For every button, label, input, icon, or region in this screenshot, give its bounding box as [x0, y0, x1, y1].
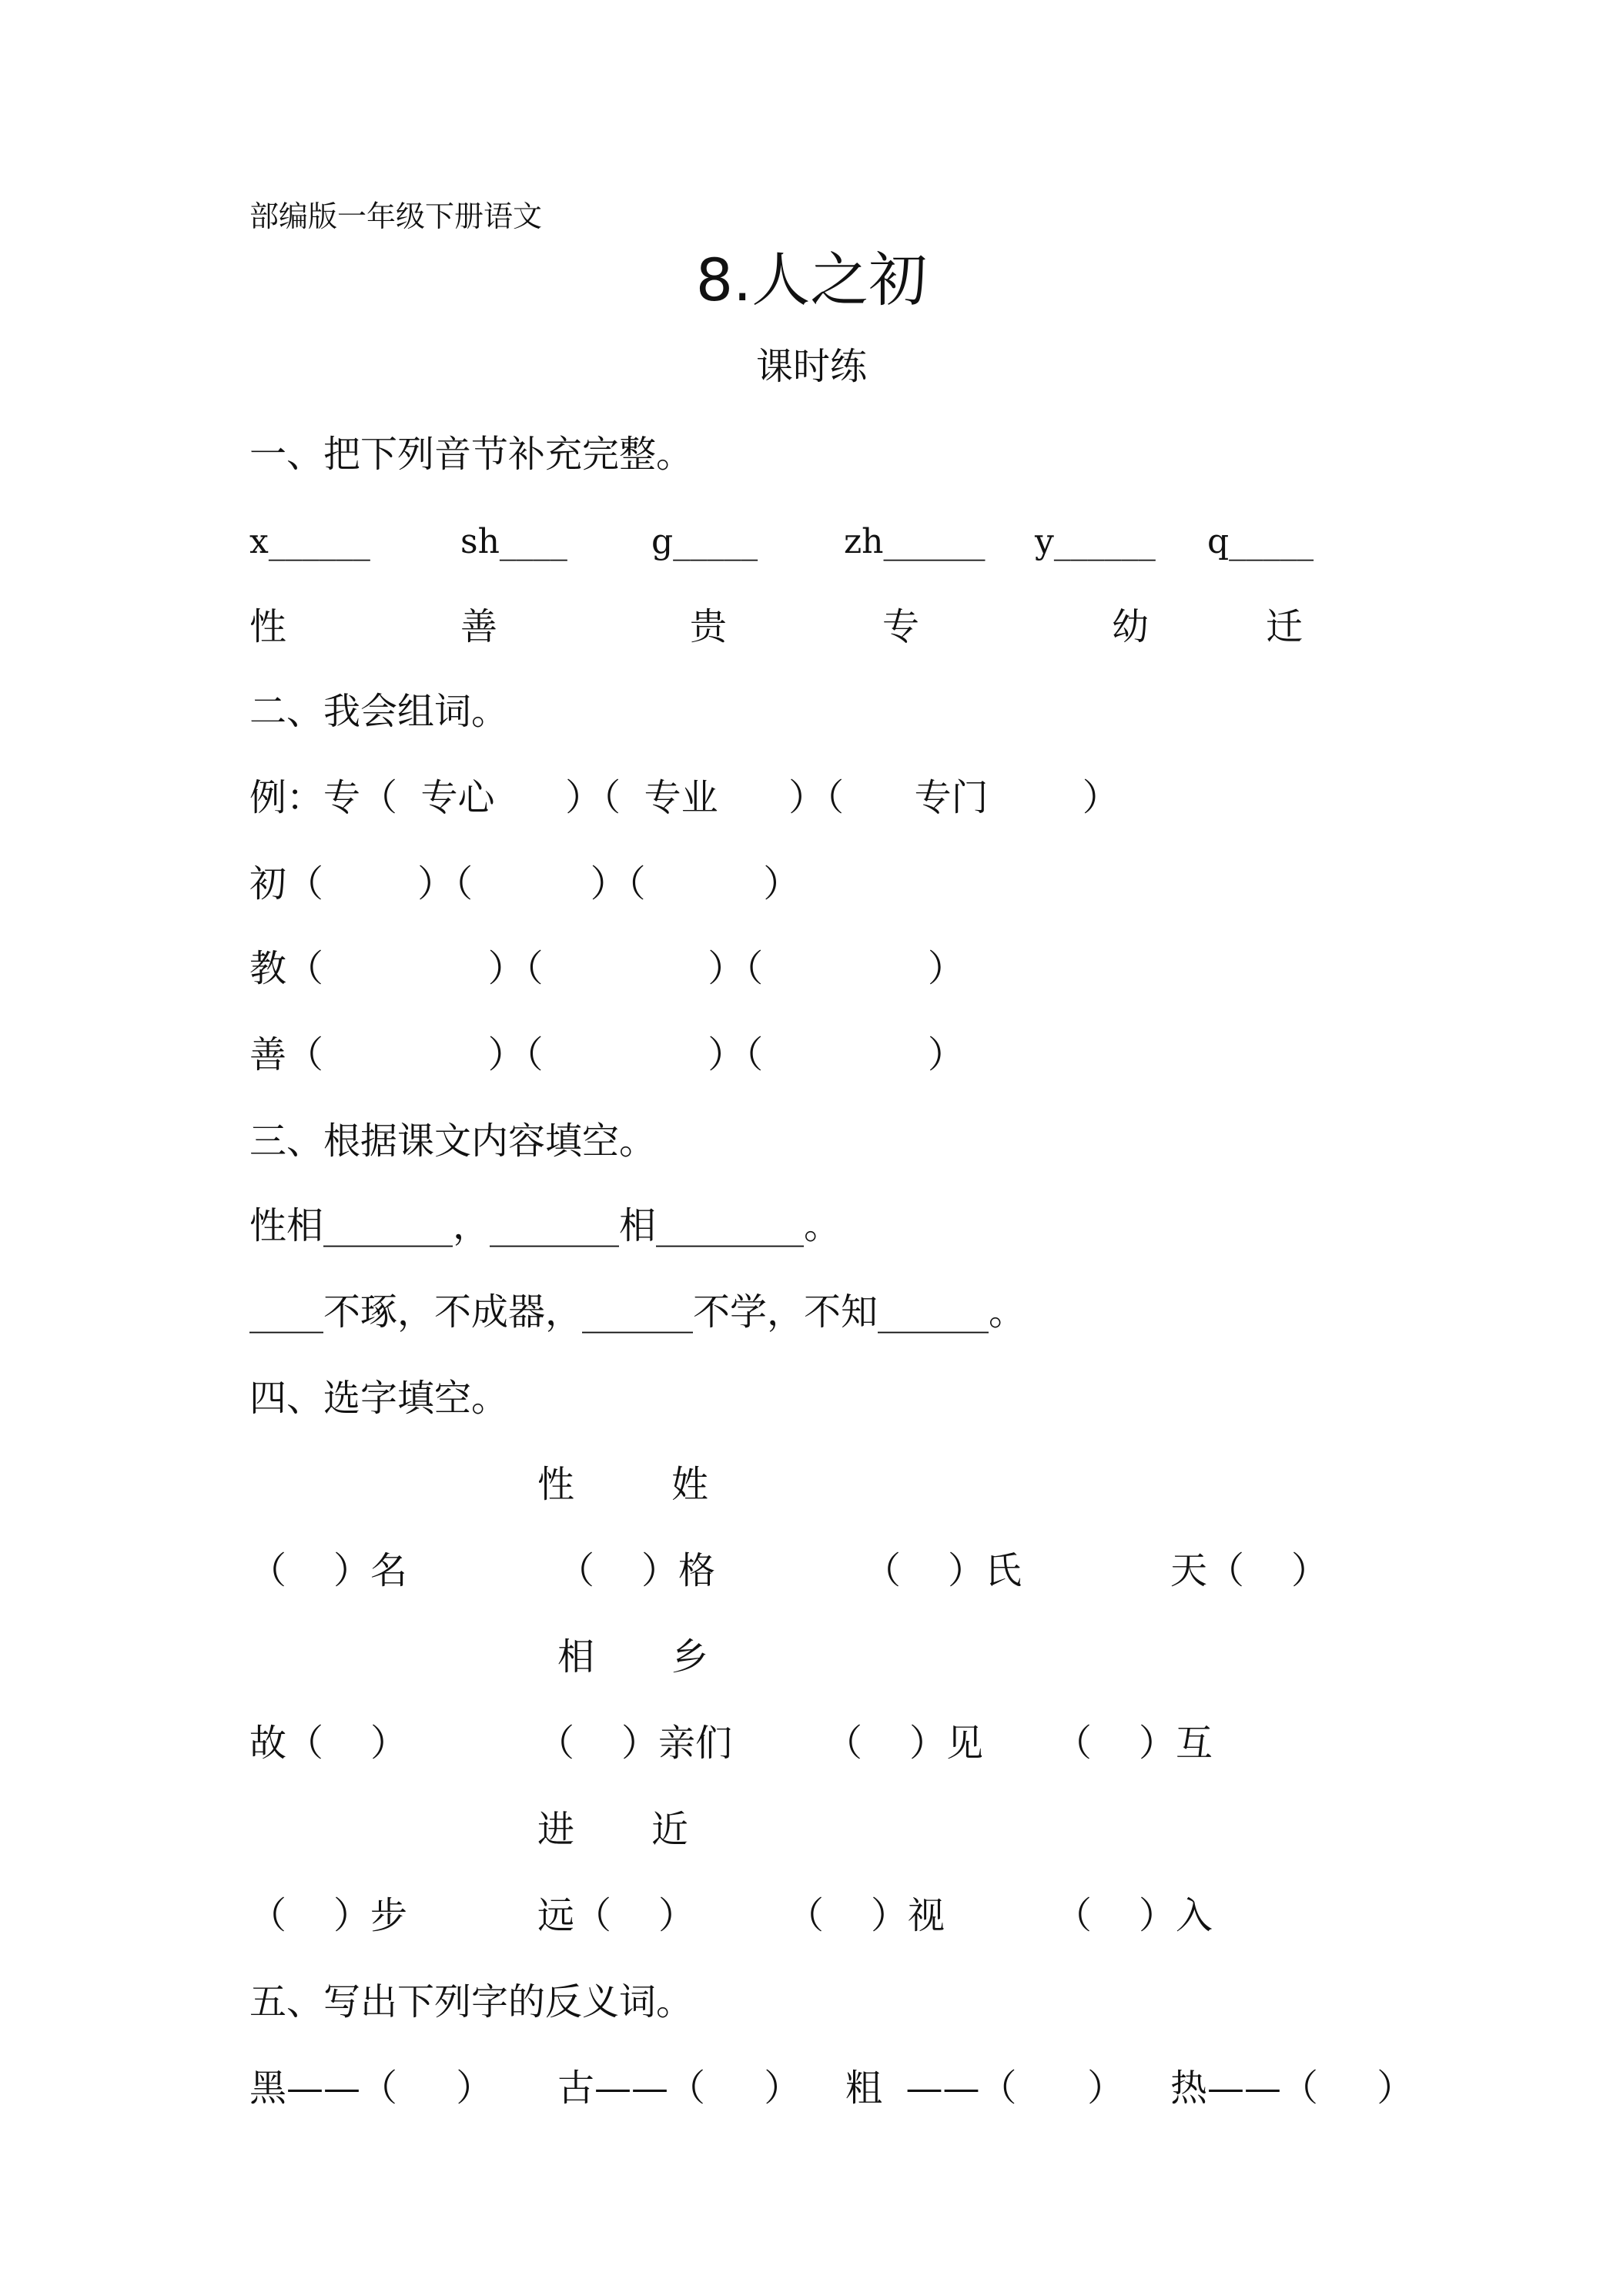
section-5-heading: 五、写出下列字的反义词。	[249, 1980, 694, 2023]
antonym-item: 热——（ ）	[1170, 2067, 1414, 2110]
pinyin-blank-3: g_____	[651, 522, 758, 561]
choice-item: （ ）氏	[864, 1549, 1022, 1592]
pinyin-char-1: 性	[249, 605, 287, 648]
choice-item: 故（ ）	[249, 1722, 408, 1765]
choice-char: 乡	[671, 1635, 709, 1678]
choice-char: 进	[537, 1808, 575, 1851]
section-4-heading: 四、选字填空。	[249, 1377, 509, 1420]
choice-item: （ ）视	[787, 1894, 945, 1937]
choice-char: 近	[651, 1808, 689, 1851]
pinyin-char-3: 贵	[690, 605, 728, 648]
pinyin-blank-6: q_____	[1207, 522, 1314, 561]
page-title: 8.人之初	[695, 246, 928, 314]
pinyin-blank-1: x______	[249, 522, 370, 561]
subject-label: 部编版一年级下册语文	[249, 199, 543, 233]
section-3-heading: 三、根据课文内容填空。	[249, 1120, 657, 1163]
choice-item: （ ）名	[249, 1549, 408, 1592]
page-subtitle: 课时练	[755, 345, 867, 388]
choice-char: 相	[557, 1635, 595, 1678]
choice-item: （ ）格	[557, 1549, 716, 1592]
fill-line-1: 性相_______，_______相________。	[249, 1204, 842, 1247]
pinyin-char-5: 幼	[1112, 605, 1149, 648]
word-example: 例：专（ 专心 ）（ 专业 ）（ 专门 ）	[249, 776, 1119, 819]
choice-item: （ ）入	[1055, 1894, 1213, 1937]
pinyin-char-2: 善	[460, 605, 498, 648]
choice-item: （ ）见	[825, 1722, 984, 1765]
choice-char: 性	[537, 1463, 575, 1506]
word-row-3: 善（ ）（ ）（ ）	[249, 1033, 965, 1076]
pinyin-blank-5: y______	[1035, 522, 1156, 561]
pinyin-char-4: 专	[882, 605, 920, 648]
pinyin-blank-4: zh______	[844, 522, 986, 561]
section-1-heading: 一、把下列音节补充完整。	[249, 433, 694, 476]
choice-char: 姓	[671, 1463, 709, 1506]
word-row-1: 初（ ）（ ）（ ）	[249, 862, 801, 905]
choice-item: （ ）互	[1055, 1722, 1213, 1765]
choice-item: 天（ ）	[1170, 1549, 1329, 1592]
word-row-2: 教（ ）（ ）（ ）	[249, 947, 965, 990]
antonym-item: 粗 ——（ ）	[845, 2067, 1125, 2110]
pinyin-char-6: 迁	[1266, 605, 1303, 648]
section-2-heading: 二、我会组词。	[249, 690, 509, 733]
fill-line-2: ____不琢，不成器，______不学，不知______。	[249, 1290, 1026, 1334]
choice-item: 远（ ）	[537, 1894, 696, 1937]
antonym-item: 黑——（ ）	[249, 2067, 494, 2110]
antonym-item: 古——（ ）	[557, 2067, 801, 2110]
choice-item: （ ）亲们	[537, 1722, 733, 1765]
choice-item: （ ）步	[249, 1894, 408, 1937]
pinyin-blank-2: sh____	[460, 522, 567, 561]
